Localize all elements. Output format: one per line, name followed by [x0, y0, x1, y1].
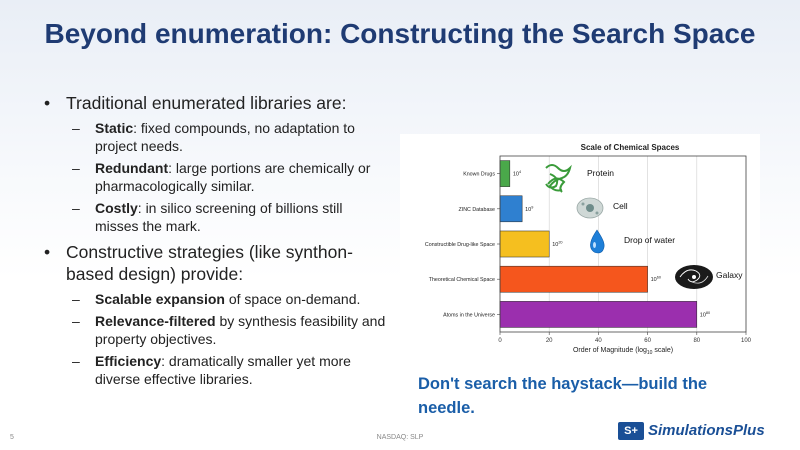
sub-bullet-static [66, 119, 389, 155]
cell-organelle [582, 203, 585, 206]
annotation-label: Protein [587, 168, 614, 178]
x-tick-label: 20 [545, 338, 553, 344]
sub-bullet-text: : in silico screening of billions still misses the mark. [95, 200, 343, 234]
data-label-exponent: 4 [518, 170, 522, 175]
data-label-base: 10 [512, 171, 519, 178]
bar [500, 161, 510, 187]
cell-icon [577, 198, 603, 218]
sub-bullet-bold: Static [95, 120, 134, 136]
cell-nucleus [586, 204, 594, 212]
x-axis-title-end: scale) [652, 347, 674, 354]
bullet-traditional: • Traditional enumerated libraries are: [44, 92, 389, 114]
bullet-list [44, 92, 389, 394]
sub-bullet-costly [66, 199, 389, 235]
category-label: Known Drugs [463, 171, 495, 178]
chemical-space-chart [400, 134, 760, 354]
category-label: Constructible Drug-like Space [424, 242, 495, 248]
sub-bullet-relevance [66, 312, 389, 348]
bar [500, 231, 549, 257]
data-label-base: 10 [525, 206, 532, 213]
x-axis-title-main: Order of Magnitude (log [572, 347, 647, 354]
sub-bullet-bold: Redundant [95, 160, 169, 176]
bar [500, 301, 697, 327]
slide-title: Beyond enumeration: Constructing the Search Space [44, 18, 756, 49]
x-axis-title-sub: 10 [646, 350, 653, 354]
x-tick-label: 0 [498, 338, 502, 344]
logo-mark: S+ [618, 422, 644, 440]
sub-bullet-text: : large portions are chemically or pharmacologically similar. [95, 160, 371, 194]
annotation-label: Galaxy [716, 270, 743, 280]
x-axis-title [573, 347, 673, 354]
sub-bullets-constructive [66, 290, 389, 388]
x-tick-label: 80 [693, 338, 701, 344]
page-number: 5 [10, 434, 14, 441]
sub-bullet-bold: Scalable expansion [95, 291, 225, 307]
x-tick-label: 100 [740, 338, 752, 344]
footer-ticker: NASDAQ: SLP [376, 434, 424, 441]
drop-highlight [593, 242, 596, 248]
sub-bullet-bold: Costly [95, 200, 138, 216]
tagline: Don't search the haystack—build the needle. [418, 375, 708, 417]
chart-title: Scale of Chemical Spaces [580, 143, 680, 152]
data-label-base: 10 [552, 242, 559, 248]
galaxy-core [692, 275, 696, 279]
sub-bullet-text: by synthesis feasibility and property objectives. [95, 313, 386, 347]
data-label-exponent: 9 [531, 205, 534, 210]
sub-bullet-text: : dramatically smaller yet more diverse effective libraries. [95, 353, 351, 387]
sub-bullet-scalable [66, 290, 389, 308]
annotation-label: Cell [613, 201, 628, 211]
annotation-label: Drop of water [624, 235, 676, 245]
sub-bullet-efficiency [66, 352, 389, 388]
logo-text: SimulationsPlus [648, 422, 765, 439]
sub-bullet-bold: Relevance-filtered [95, 313, 216, 329]
sub-bullet-text: : fixed compounds, no adaptation to project needs. [95, 120, 355, 154]
data-label-base: 10 [699, 312, 706, 319]
data-label-base: 10 [650, 277, 657, 284]
cell-organelle [596, 212, 599, 215]
data-label-exponent: 80 [705, 310, 711, 315]
x-tick-label: 60 [644, 338, 651, 344]
data-label-exponent: 60 [656, 275, 661, 280]
sub-bullets-traditional [66, 119, 389, 235]
bar [500, 266, 648, 292]
x-tick-label: 40 [595, 338, 602, 344]
category-label: ZINC Database [458, 206, 495, 213]
data-label-exponent: 20 [558, 240, 563, 245]
sub-bullet-bold: Efficiency [95, 353, 162, 369]
bullet-constructive: • Constructive strategies (like synthon-based design) provide: [44, 241, 389, 285]
bar [500, 196, 522, 222]
sub-bullet-redundant [66, 159, 389, 195]
category-label: Atoms in the Universe [443, 312, 495, 319]
category-label: Theoretical Chemical Space [428, 277, 495, 284]
galaxy-icon [675, 265, 713, 289]
sub-bullet-text: of space on-demand. [224, 291, 361, 307]
